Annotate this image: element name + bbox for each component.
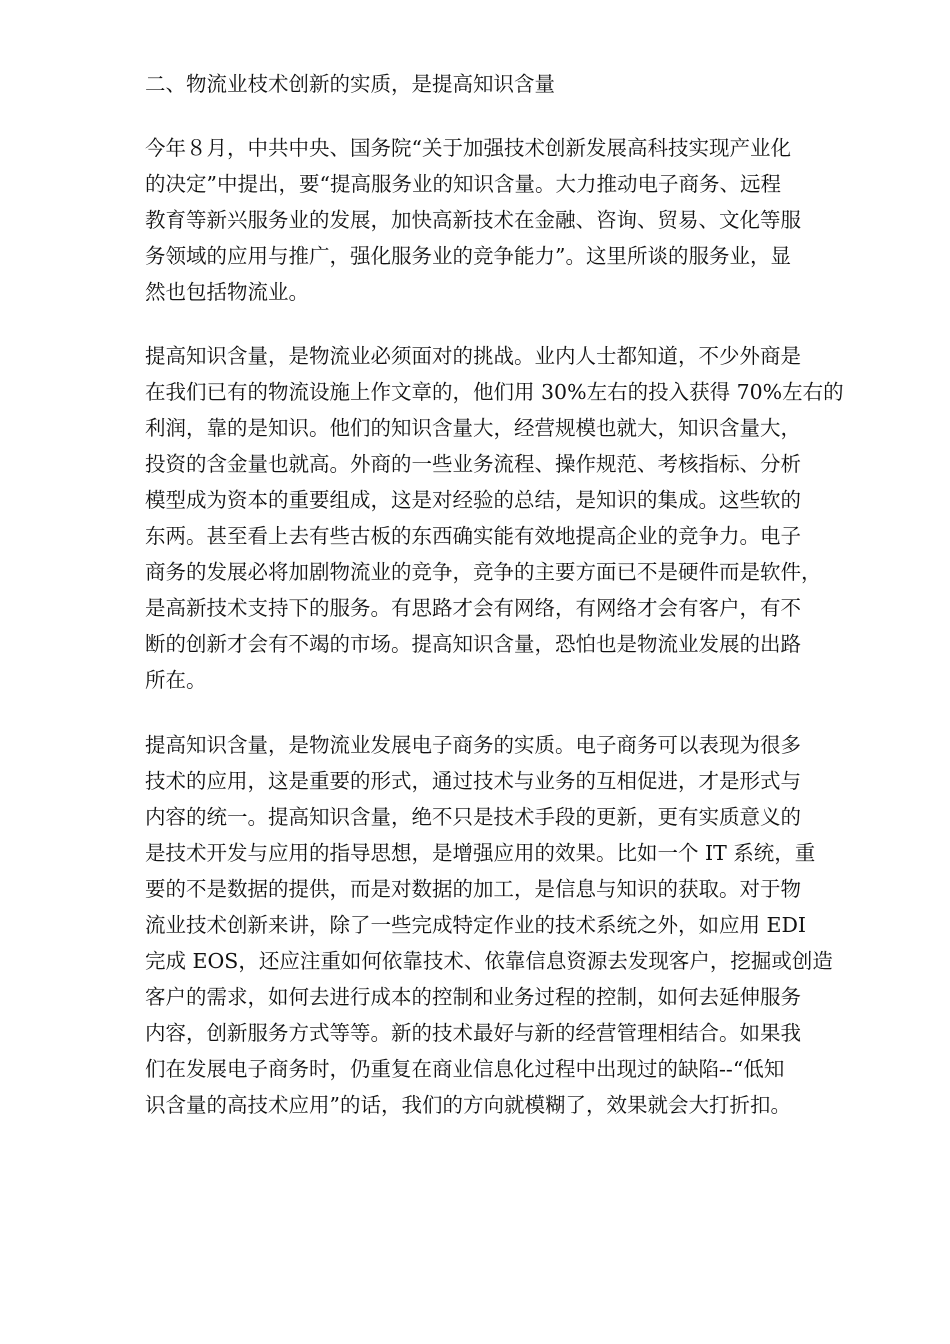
paragraph-line: 是高新技术支持下的服务。有思路才会有网络，有网络才会有客户，有不 <box>145 596 801 620</box>
paragraph-line: 的决定”中提出，要“提高服务业的知识含量。大力推动电子商务、远程 <box>145 172 781 196</box>
paragraph-line: 要的不是数据的提供，而是对数据的加工，是信息与知识的获取。对于物 <box>145 877 801 901</box>
paragraph-line: 内容，创新服务方式等等。新的技术最好与新的经营管理相结合。如果我 <box>145 1021 801 1045</box>
paragraph-line: 提高知识含量，是物流业发展电子商务的实质。电子商务可以表现为很多 <box>145 733 801 757</box>
paragraph-3 <box>145 727 885 1123</box>
paragraph-line: 内容的统一。提高知识含量，绝不只是技术手段的更新，更有实质意义的 <box>145 805 801 829</box>
paragraph-line: 教育等新兴服务业的发展，加快高新技术在金融、咨询、贸易、文化等服 <box>145 208 801 232</box>
paragraph-line: 完成 EOS，还应注重如何依靠技术、依靠信息资源去发现客户，挖掘或创造 <box>145 949 833 973</box>
paragraph-line: 东两。甚至看上去有些古板的东西确实能有效地提高企业的竞争力。电子 <box>145 524 801 548</box>
paragraph-line: 模型成为资本的重要组成，这是对经验的总结，是知识的集成。这些软的 <box>145 488 801 512</box>
paragraph-line: 商务的发展必将加剧物流业的竞争，竞争的主要方面已不是硬件而是软件， <box>145 560 822 584</box>
paragraph-line: 在我们已有的物流设施上作文章的，他们用 30%左右的投入获得 70%左右的 <box>145 380 844 404</box>
paragraph-line: 所在。 <box>145 668 207 692</box>
paragraph-line: 断的创新才会有不竭的市场。提高知识含量，恐怕也是物流业发展的出路 <box>145 632 801 656</box>
paragraph-2 <box>145 338 885 698</box>
paragraph-line: 然也包括物流业。 <box>145 280 309 304</box>
paragraph-line: 流业技术创新来讲，除了一些完成特定作业的技术系统之外，如应用 EDI <box>145 913 807 937</box>
paragraph-line: 利润，靠的是知识。他们的知识含量大，经营规模也就大，知识含量大， <box>145 416 801 440</box>
paragraph-1 <box>145 130 885 310</box>
paragraph-line: 是技术开发与应用的指导思想，是增强应用的效果。比如一个 IT 系统，重 <box>145 841 816 865</box>
section-heading: 二、物流业枝术创新的实质，是提高知识含量 <box>145 72 555 96</box>
document-page <box>145 66 885 1123</box>
paragraph-line: 技术的应用，这是重要的形式，通过技术与业务的互相促进，才是形式与 <box>145 769 801 793</box>
paragraph-line: 提高知识含量，是物流业必须面对的挑战。业内人士都知道，不少外商是 <box>145 344 801 368</box>
paragraph-line: 们在发展电子商务时，仍重复在商业信息化过程中出现过的缺陷--“低知 <box>145 1057 785 1081</box>
paragraph-line: 识含量的高技术应用”的话，我们的方向就模糊了，效果就会大打折扣。 <box>145 1093 791 1117</box>
paragraph-line: 务领域的应用与推广，强化服务业的竞争能力”。这里所谈的服务业，显 <box>145 244 791 268</box>
paragraph-line: 客户的需求，如何去进行成本的控制和业务过程的控制，如何去延伸服务 <box>145 985 801 1009</box>
paragraph-line: 今年８月，中共中央、国务院“关于加强技术创新发展高科技实现产业化 <box>145 136 791 160</box>
paragraph-line: 投资的含金量也就高。外商的一些业务流程、操作规范、考核指标、分析 <box>145 452 801 476</box>
